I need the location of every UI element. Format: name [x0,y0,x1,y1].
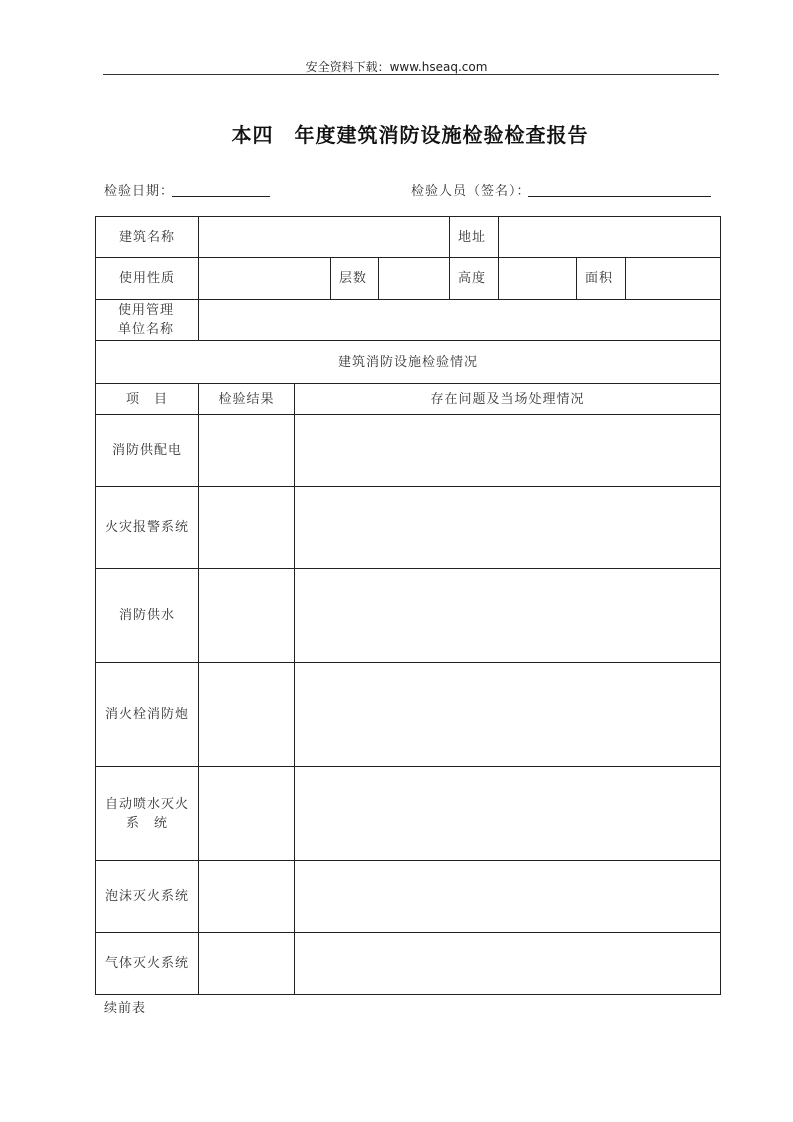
table-row [96,861,721,933]
address-field[interactable] [499,217,721,258]
management-unit-label-line1: 使用管理 [118,303,175,318]
issues-cell[interactable] [295,415,721,487]
result-cell[interactable] [199,933,295,995]
column-header-result: 检验结果 [199,384,295,415]
item-label-line2: 系 统 [125,815,168,831]
result-cell[interactable] [199,569,295,663]
floors-field[interactable] [379,258,450,300]
table-row [96,415,721,487]
table-row [96,663,721,767]
document-title: 本四 年度建筑消防设施检验检查报告 [231,123,589,147]
result-cell[interactable] [199,415,295,487]
floors-label: 层数 [331,258,379,300]
item-label: 火灾报警系统 [96,487,199,569]
address-label: 地址 [450,217,499,258]
item-label: 泡沫灭火系统 [96,861,199,933]
issues-cell[interactable] [295,767,721,861]
table-row [96,569,721,663]
usage-label: 使用性质 [96,258,199,300]
table-row [96,258,721,300]
table-header-row [96,384,721,415]
item-label-line1: 自动喷水灭火 [104,796,189,812]
column-header-issues: 存在问题及当场处理情况 [295,384,721,415]
continued-note: 续前表 [104,1001,147,1016]
item-label: 消防供水 [96,569,199,663]
result-cell[interactable] [199,487,295,569]
inspector-signature-label: 检验人员（签名）： [411,184,531,199]
column-header-item: 项 目 [96,384,199,415]
header-rule [103,74,719,75]
item-label: 消防供配电 [96,415,199,487]
building-name-field[interactable] [199,217,450,258]
management-unit-label-line2: 单位名称 [118,322,175,337]
result-cell[interactable] [199,663,295,767]
issues-cell[interactable] [295,487,721,569]
usage-field[interactable] [199,258,331,300]
table-row [96,341,721,384]
result-cell[interactable] [199,767,295,861]
inspection-date-field[interactable] [172,196,270,197]
table-row [96,300,721,341]
table-row [96,217,721,258]
management-unit-label [96,300,199,341]
item-label: 气体灭火系统 [96,933,199,995]
result-cell[interactable] [199,861,295,933]
table-row [96,933,721,995]
issues-cell[interactable] [295,569,721,663]
building-name-label: 建筑名称 [96,217,199,258]
area-field[interactable] [626,258,721,300]
table-row [96,767,721,861]
section-title: 建筑消防设施检验情况 [96,341,721,384]
issues-cell[interactable] [295,663,721,767]
issues-cell[interactable] [295,933,721,995]
height-field[interactable] [499,258,577,300]
item-label: 消火栓消防炮 [96,663,199,767]
item-label [96,767,199,861]
area-label: 面积 [577,258,626,300]
height-label: 高度 [450,258,499,300]
inspection-report-table [95,216,721,995]
issues-cell[interactable] [295,861,721,933]
inspector-signature-field[interactable] [528,196,711,197]
table-row [96,487,721,569]
inspection-date-label: 检验日期： [104,184,175,199]
management-unit-field[interactable] [199,300,721,341]
page-header-text: 安全资料下载：www.hseaq.com [305,60,488,74]
